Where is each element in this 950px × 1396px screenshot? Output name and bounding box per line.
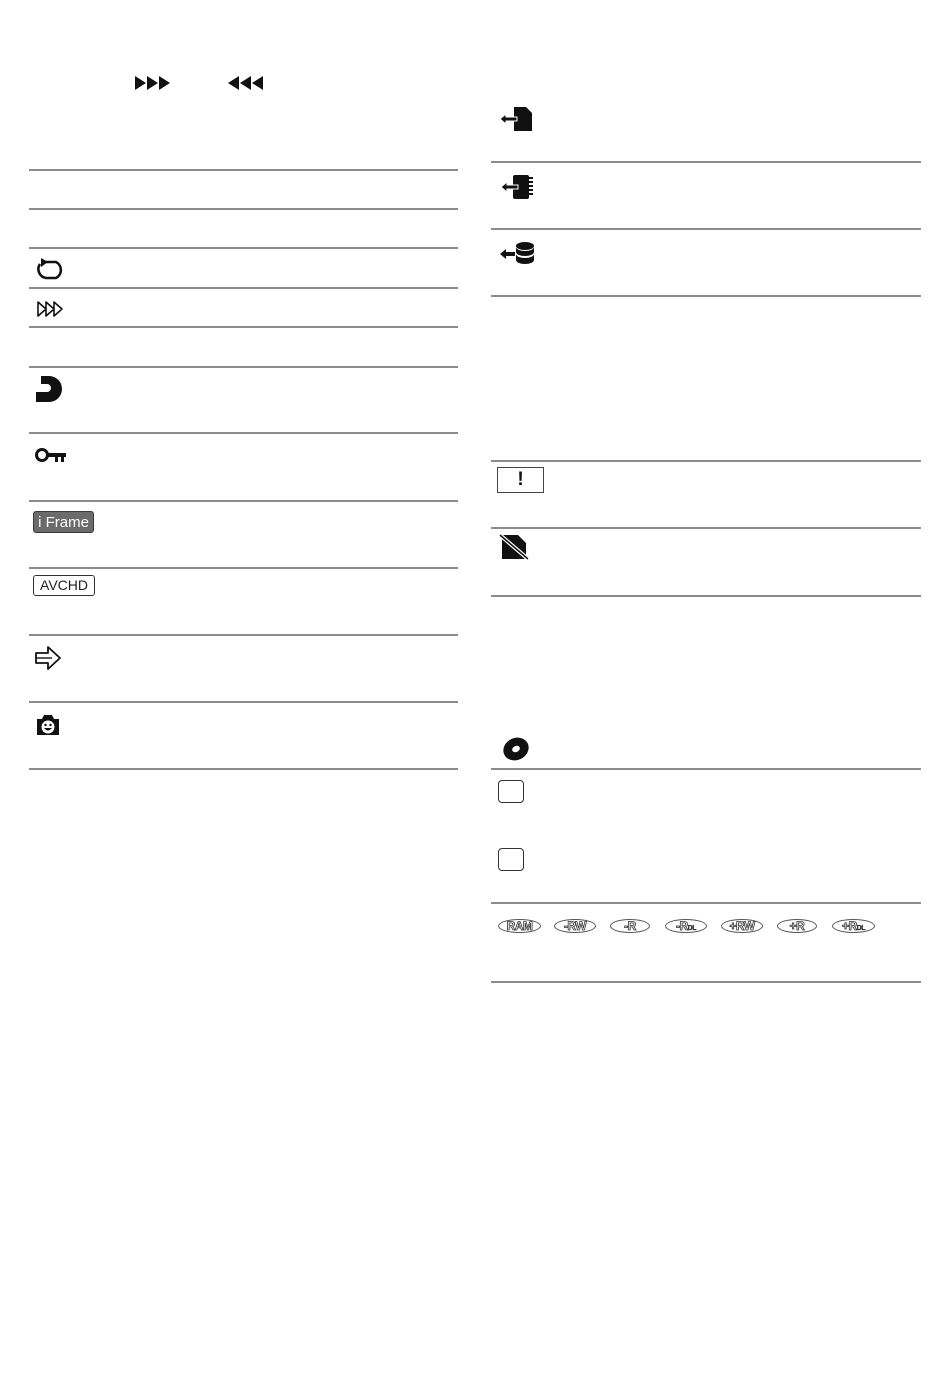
disc-type-plus-r-icon: +R	[777, 917, 817, 937]
smile-camera-icon	[35, 713, 61, 737]
key-lock-icon	[34, 447, 68, 463]
disc-type-ram-icon: RAM	[498, 917, 541, 937]
divider	[29, 208, 458, 210]
divider	[29, 634, 458, 636]
rewind-triple-icon	[228, 75, 264, 91]
divider	[491, 161, 921, 163]
copy-to-hdd-icon	[499, 241, 537, 267]
divider	[491, 228, 921, 230]
arrow-right-outline-icon	[34, 645, 62, 671]
copy-to-internal-memory-icon	[500, 174, 536, 200]
iframe-badge: i Frame	[33, 511, 94, 533]
d-logo-icon	[35, 375, 67, 403]
fast-forward-triple-icon	[135, 75, 171, 91]
divider	[29, 701, 458, 703]
disc-icon	[501, 736, 531, 762]
media-select-box	[498, 848, 524, 871]
disc-type-plus-r-dl-icon: +RDL	[832, 917, 875, 937]
fast-forward-outline-icon	[37, 300, 65, 318]
divider	[29, 432, 458, 434]
sd-card-not-inserted-icon	[499, 534, 529, 560]
disc-type-plus-rw-icon: +RW	[721, 917, 763, 937]
divider	[491, 460, 921, 462]
divider	[29, 366, 458, 368]
disc-type-minus-rw-icon: -RW	[554, 917, 596, 937]
divider	[29, 500, 458, 502]
media-select-box	[498, 780, 524, 803]
divider	[491, 295, 921, 297]
divider	[491, 902, 921, 904]
repeat-icon	[34, 257, 68, 281]
divider	[491, 768, 921, 770]
divider	[29, 768, 458, 770]
divider	[29, 326, 458, 328]
divider	[29, 169, 458, 171]
divider	[29, 567, 458, 569]
copy-to-sd-card-icon	[499, 106, 535, 132]
warning-box: !	[497, 467, 544, 493]
disc-type-minus-r-icon: -R	[610, 917, 650, 937]
divider	[491, 595, 921, 597]
avchd-badge: AVCHD	[33, 575, 95, 596]
divider	[491, 527, 921, 529]
disc-type-minus-r-dl-icon: -RDL	[665, 917, 707, 937]
divider	[491, 981, 921, 983]
divider	[29, 247, 458, 249]
divider	[29, 287, 458, 289]
